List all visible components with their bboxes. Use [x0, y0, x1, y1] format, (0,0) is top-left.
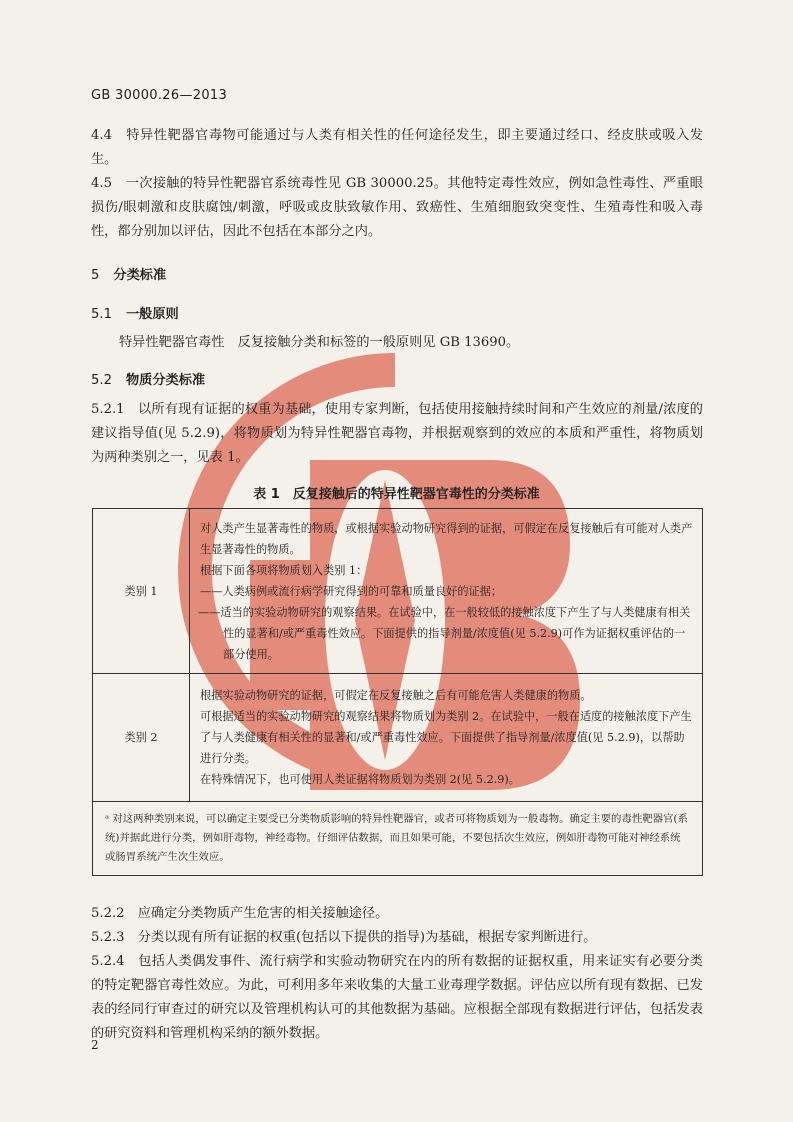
- section-title: 一般原则: [125, 307, 179, 322]
- paragraph-5-1: 特异性靶器官毒性 反复接触分类和标签的一般原则见 GB 13690。: [119, 335, 520, 350]
- section-5-1-heading: [91, 303, 179, 322]
- section-number: 5: [91, 268, 100, 283]
- paragraph-4-4: 4.4 特异性靶器官毒物可能通过与人类有相关性的任何途径发生，即主要通过经口、经皮肤或吸入发生。: [91, 128, 703, 167]
- paragraph-5-2-3: 5.2.3 分类以现有所有证据的权重(包括以下提供的指导)为基础，根据专家判断进行。: [91, 930, 597, 945]
- cat1-line-4: ——适当的实验动物研究的观察结果。在试验中，在一般较低的接触浓度下产生了与人类健康有相关性的显著和/或严重毒性效应。下面提供的指导剂量/浓度值(见 5.2.9)可作为证据权重评估的一部分使用。: [198, 605, 691, 661]
- section-title: 物质分类标准: [125, 373, 206, 388]
- paragraph-5-2-1: 5.2.1 以所有现有证据的权重为基础，使用专家判断，包括使用接触持续时间和产生效应的剂量/浓度的建议指导值(见 5.2.9)，将物质划为特异性靶器官毒物，并根据观察到的效应的本质和严重性，将物质划为两种类别之一，见表 1。: [91, 402, 703, 465]
- section-5-heading: [91, 264, 166, 283]
- paragraph-5-2-4: 5.2.4 包括人类偶发事件、流行病学和实验动物研究在内的所有数据的证据权重，用来证实有必要分类的特定靶器官毒性效应。为此，可利用多年来收集的大量工业毒理学数据。评估应以所有现有数据、已发表的经同行审查过的研究以及管理机构认可的其他数据为基础。应根据全部现有数据进行评估，包括发表的研究资料和管理机构采纳的额外数据。: [91, 954, 703, 1041]
- table-caption: 表 1 反复接触后的特异性靶器官毒性的分类标准: [253, 487, 540, 502]
- section-5-2-heading: [91, 369, 205, 388]
- page-number: 2: [91, 1038, 99, 1052]
- cat2-line-2: 可根据适当的实验动物研究的观察结果将物质划为类别 2。在试验中，一般在适度的接触浓度下产生了与人类健康有相关性的显著和/或严重毒性效应。下面提供了指导剂量/浓度值(见 5.2.9)，以帮助进行分类。: [200, 710, 692, 765]
- cat2-line-1: 根据实验动物研究的证据，可假定在反复接触之后有可能危害人类健康的物质。: [200, 689, 592, 702]
- category-1-label: 类别 1: [93, 509, 190, 674]
- table-row: [93, 802, 703, 876]
- category-2-label: 类别 2: [93, 674, 190, 802]
- paragraph-5-2-2: 5.2.2 应确定分类物质产生危害的相关接触途径。: [91, 906, 389, 921]
- document-header: GB 30000.26—2013: [91, 88, 228, 103]
- table-row: [93, 509, 703, 674]
- section-number: 5.2: [91, 373, 112, 388]
- category-2-description: [190, 674, 703, 802]
- cat1-line-3: ——人类病例或流行病学研究得到的可靠和质量良好的证据；: [200, 584, 503, 598]
- cat1-line-1: 对人类产生显著毒性的物质，或根据实验动物研究得到的证据，可假定在反复接触后有可能对人类产生显著毒性的物质。: [200, 521, 693, 556]
- paragraph-4-5: 4.5 一次接触的特异性靶器官系统毒性见 GB 30000.25。其他特定毒性效应，例如急性毒性、严重眼损伤/眼刺激和皮肤腐蚀/刺激，呼吸或皮肤致敏作用、致癌性、生殖细胞致突变性、生殖毒性和吸入毒性，都分别加以评估，因此不包括在本部分之内。: [91, 176, 703, 239]
- cat1-line-2: 根据下面各项将物质划入类别 1：: [200, 563, 368, 577]
- table-footnote: ᵃ 对这两种类别来说，可以确定主要受已分类物质影响的特异性靶器官，或者可将物质划为一般毒物。确定主要的毒性靶器官(系统)并据此进行分类，例如肝毒物，神经毒物。仔细评估数据，而且如果可能，不要包括次生效应，例如肝毒物可能对神经系统或肠胃系统产生次生效应。: [93, 802, 703, 876]
- classification-table: [92, 508, 703, 876]
- cat2-line-3: 在特殊情况下，也可使用人类证据将物质划为类别 2(见 5.2.9)。: [200, 773, 520, 786]
- category-1-description: [190, 509, 703, 674]
- section-title: 分类标准: [113, 268, 167, 283]
- table-row: [93, 674, 703, 802]
- section-number: 5.1: [91, 307, 112, 322]
